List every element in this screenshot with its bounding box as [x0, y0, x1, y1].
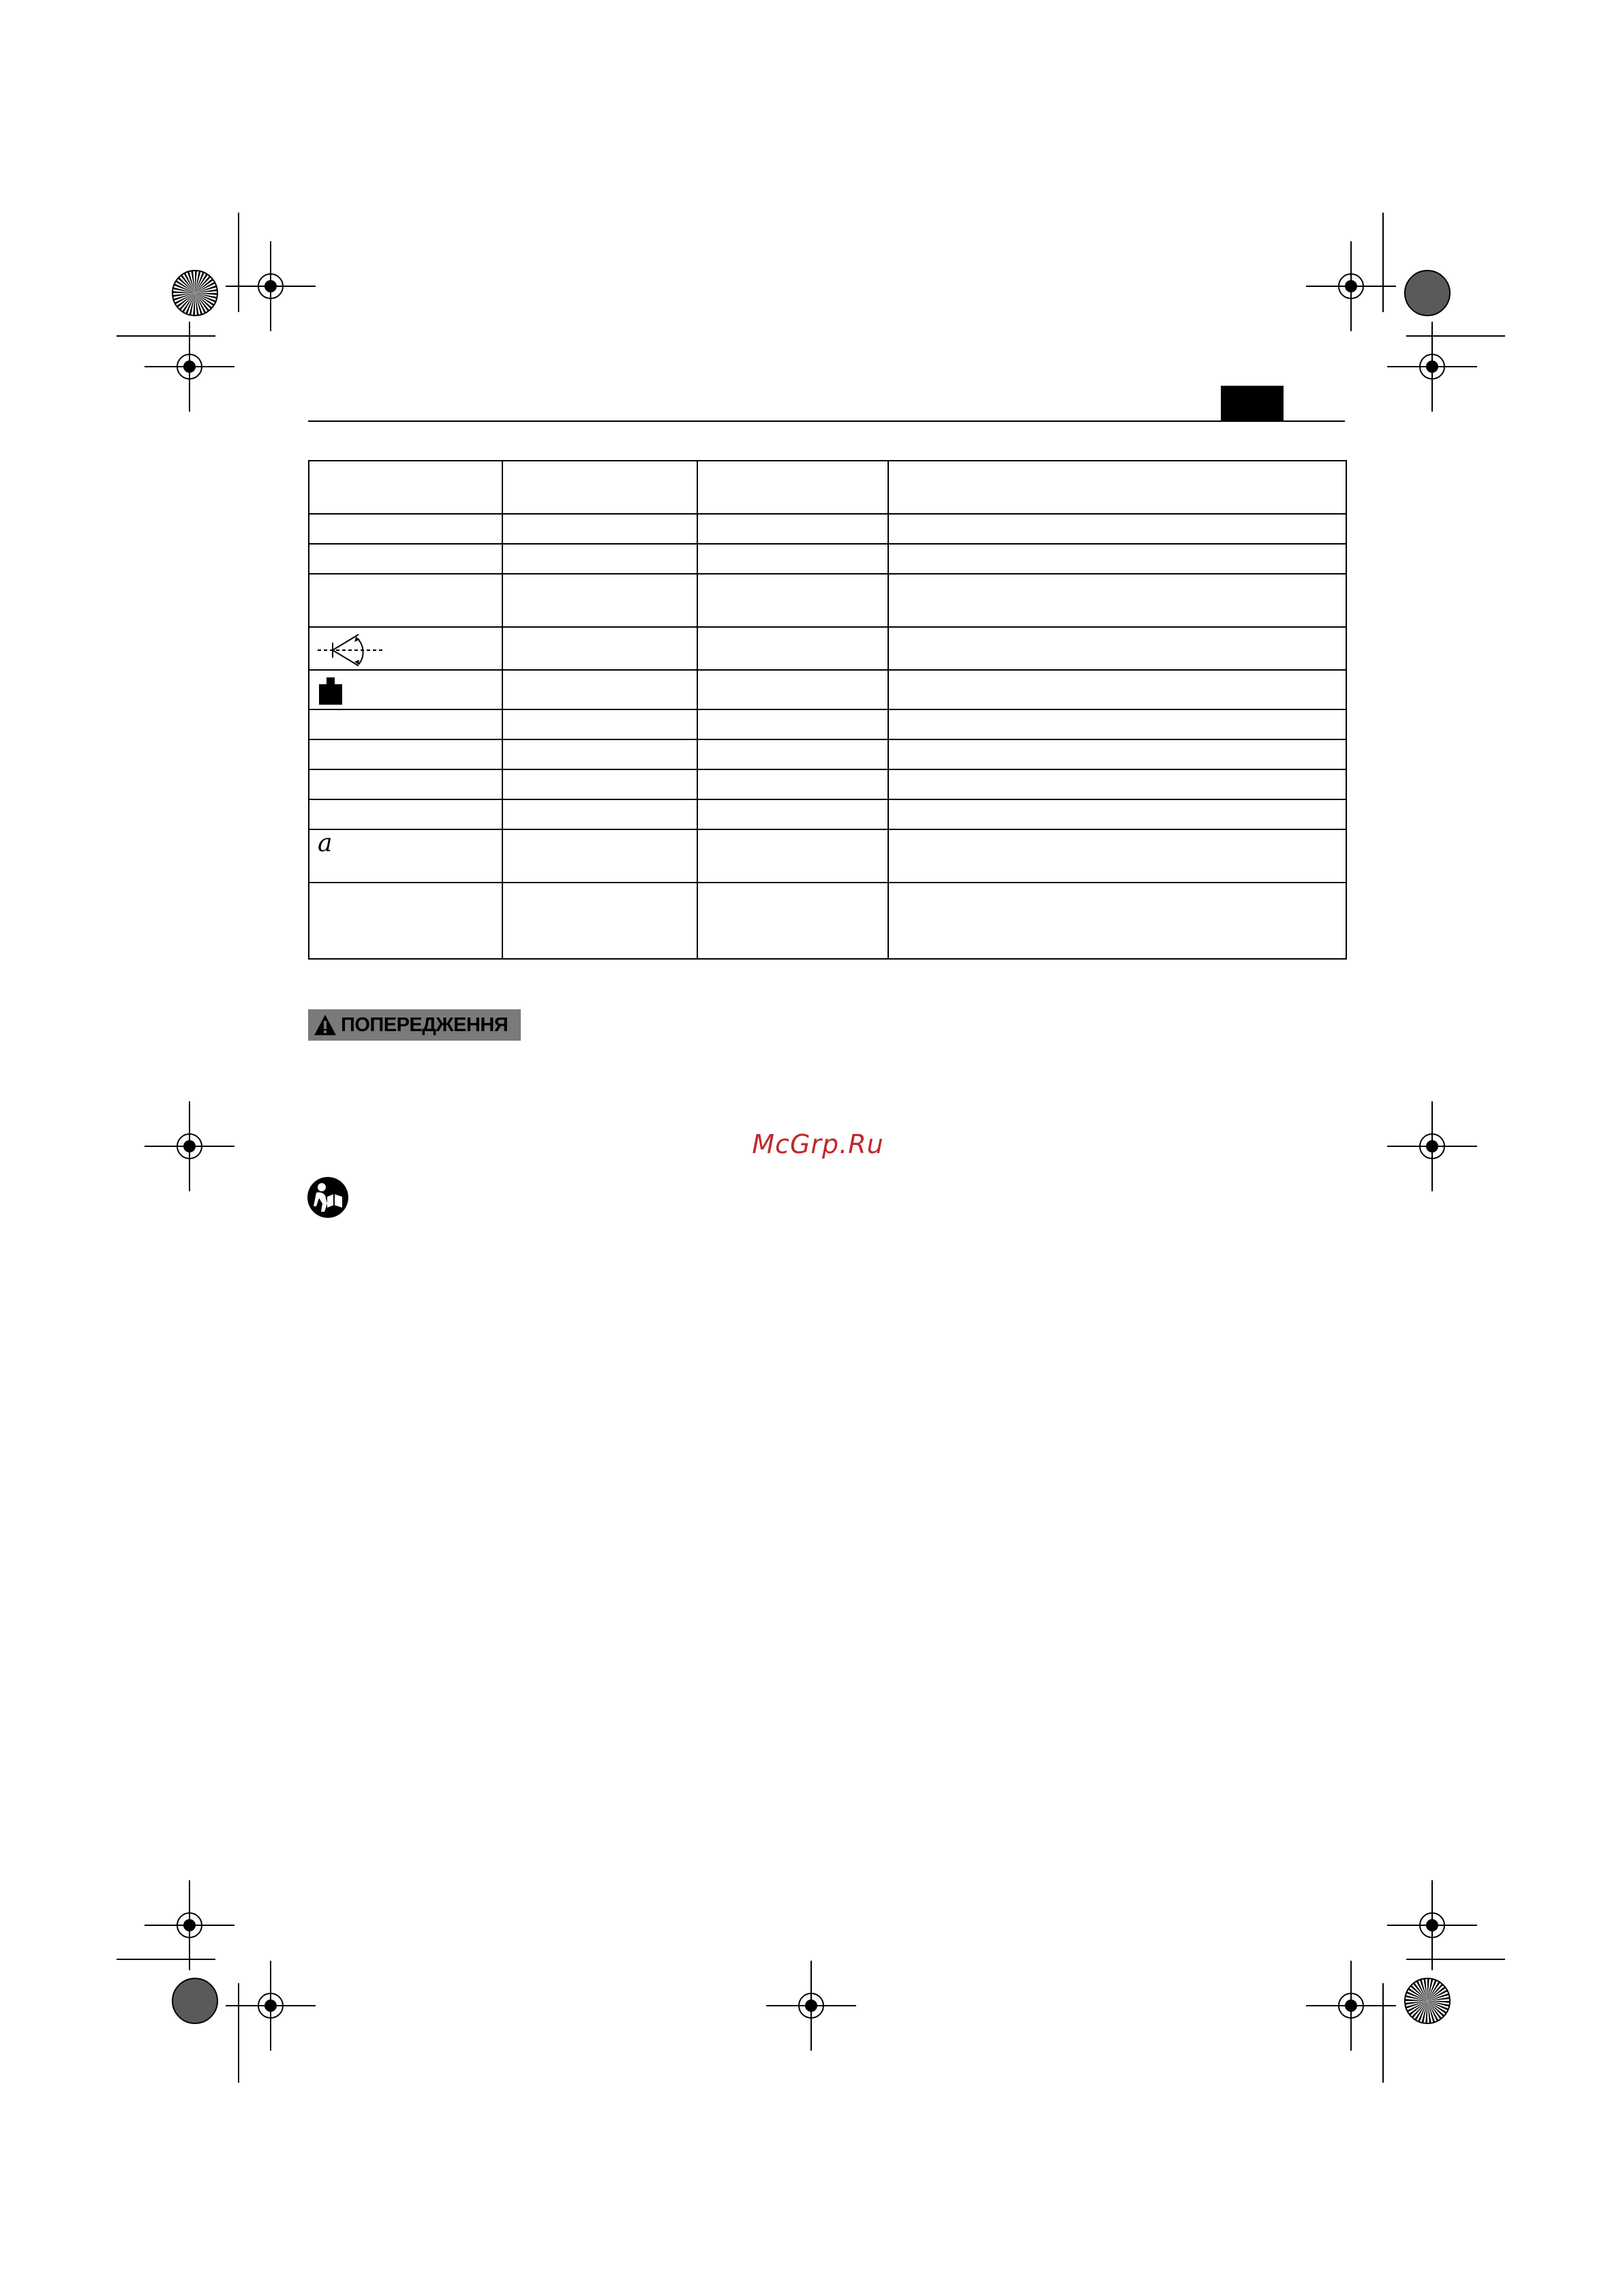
- table-cell: [888, 739, 1346, 769]
- table-cell: [697, 670, 888, 709]
- table-cell: [502, 461, 697, 514]
- table-cell: [697, 544, 888, 574]
- table-cell: [697, 769, 888, 799]
- table-cell: [888, 709, 1346, 739]
- table-cell: [309, 829, 502, 883]
- table-row: [309, 514, 1346, 544]
- table-cell: [309, 627, 502, 670]
- table-row: [309, 829, 1346, 883]
- table-cell: [888, 544, 1346, 574]
- warning-badge: [308, 1009, 521, 1041]
- table-cell: [888, 574, 1346, 627]
- table-cell: [888, 627, 1346, 670]
- table-cell: [697, 709, 888, 739]
- table-cell: [309, 709, 502, 739]
- table-row: [309, 627, 1346, 670]
- table-cell: [309, 769, 502, 799]
- language-tab: [1221, 386, 1284, 420]
- table-cell: [502, 709, 697, 739]
- table-cell: [697, 627, 888, 670]
- registration-mark-icon: [1387, 1101, 1477, 1191]
- table-row: [309, 544, 1346, 574]
- header-rule: [308, 420, 1345, 422]
- table-row: [309, 709, 1346, 739]
- table-cell: [502, 514, 697, 544]
- table-row: [309, 769, 1346, 799]
- warning-triangle-icon: [314, 1014, 337, 1036]
- color-bar-wheel-icon: [1405, 1978, 1450, 2023]
- table-cell: [502, 799, 697, 829]
- registration-mark-icon: [145, 1101, 234, 1191]
- table-cell: [697, 883, 888, 959]
- table-cell: [502, 883, 697, 959]
- table-row: [309, 883, 1346, 959]
- table-cell: [502, 544, 697, 574]
- weight-icon: [318, 676, 345, 706]
- watermark[interactable]: McGrp.Ru: [752, 1129, 884, 1159]
- color-bar-wheel-icon: [172, 271, 217, 316]
- table-cell: [697, 461, 888, 514]
- table-cell: [502, 627, 697, 670]
- color-bar-wheel-icon: [172, 1978, 217, 2023]
- table-row: [309, 739, 1346, 769]
- color-bar-wheel-icon: [1405, 271, 1450, 316]
- registration-mark-icon: [1387, 322, 1477, 412]
- alpha-symbol: a: [318, 829, 333, 857]
- table-cell: [309, 544, 502, 574]
- table-row: [309, 461, 1346, 514]
- table-cell: [697, 574, 888, 627]
- table-cell: [309, 799, 502, 829]
- table-cell: [502, 769, 697, 799]
- table-cell: [697, 739, 888, 769]
- registration-mark-icon: [145, 1880, 234, 1970]
- read-manual-icon: [307, 1176, 349, 1219]
- table-cell: [888, 514, 1346, 544]
- table-cell: [309, 514, 502, 544]
- table-cell: [888, 799, 1346, 829]
- registration-mark-icon: [1387, 1880, 1477, 1970]
- table-cell: [697, 514, 888, 544]
- table-cell: [502, 670, 697, 709]
- table-cell: [309, 739, 502, 769]
- table-cell: [888, 461, 1346, 514]
- registration-mark-icon: [766, 1961, 856, 2051]
- table-cell: [697, 829, 888, 883]
- table-cell: [888, 769, 1346, 799]
- table-cell: [502, 829, 697, 883]
- table-cell: [888, 670, 1346, 709]
- table-cell: [697, 799, 888, 829]
- table-cell: [309, 883, 502, 959]
- table-cell: [888, 829, 1346, 883]
- table-cell: [502, 739, 697, 769]
- warning-label: ПОПЕРЕДЖЕННЯ: [341, 1013, 509, 1036]
- table-row: [309, 574, 1346, 627]
- table-cell: [309, 574, 502, 627]
- table-cell: [309, 461, 502, 514]
- table-row: [309, 799, 1346, 829]
- table-row: [309, 670, 1346, 709]
- registration-mark-icon: [145, 322, 234, 412]
- specifications-table: [308, 460, 1347, 960]
- table-cell: [309, 670, 502, 709]
- angle-icon: [316, 629, 384, 670]
- table-cell: [888, 883, 1346, 959]
- table-cell: [502, 574, 697, 627]
